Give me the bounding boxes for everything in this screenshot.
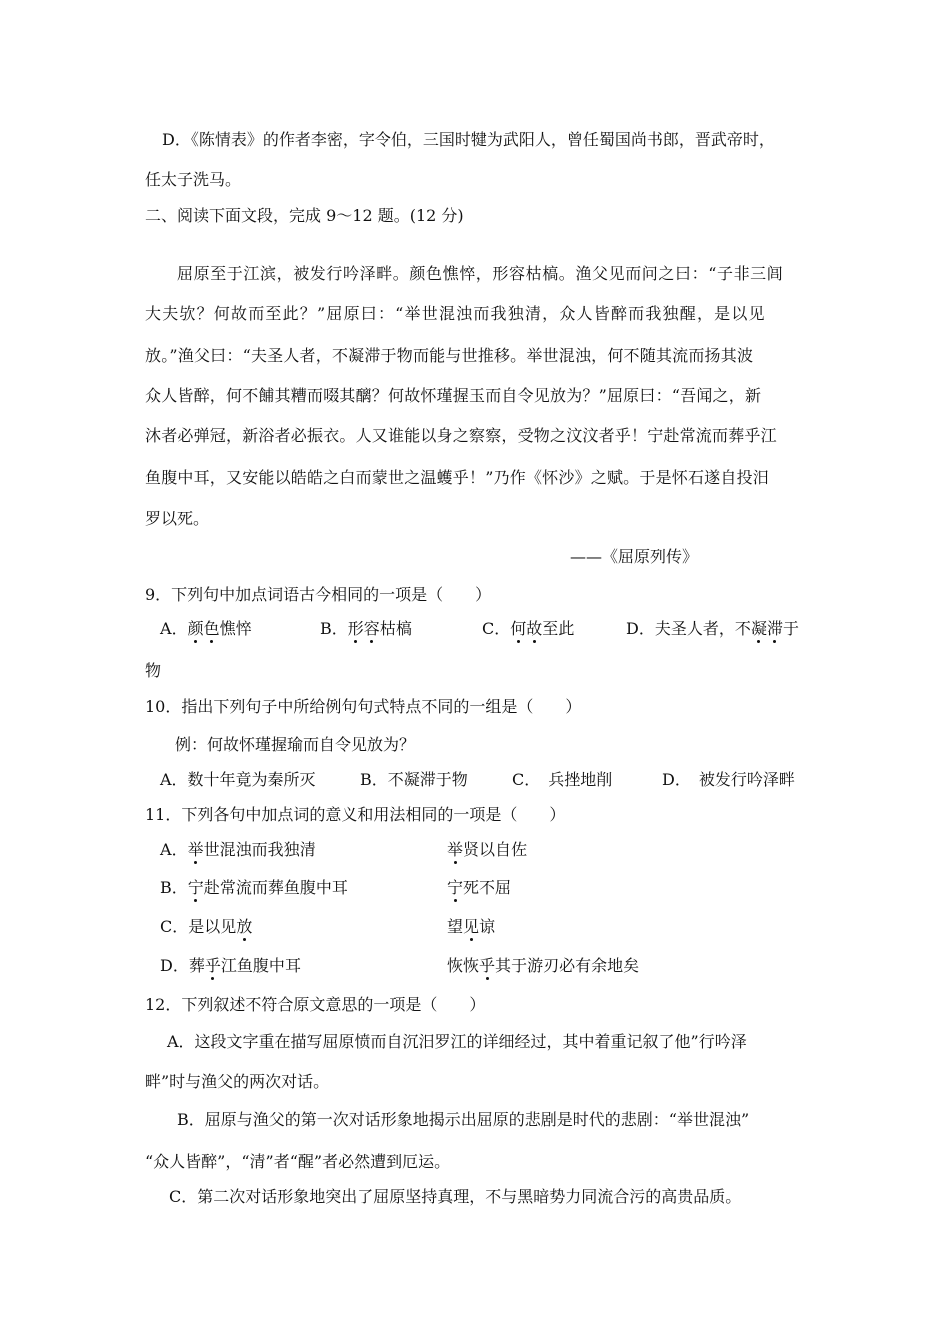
q11-option-a-left: A．举世混浊而我独清 bbox=[160, 840, 316, 859]
q11-option-d-right: 恢恢乎其于游刃必有余地矣 bbox=[447, 956, 640, 975]
q11-option-a-right: 举贤以自佐 bbox=[447, 840, 528, 859]
q10-stem: 10．指出下列句子中所给例句句式特点不同的一组是（ ） bbox=[145, 697, 582, 716]
q9-option-d: D．夫圣人者，不凝滞于 bbox=[626, 619, 799, 638]
passage-line: 罗以死。 bbox=[145, 509, 210, 528]
q11-option-b-right: 宁死不屈 bbox=[447, 878, 512, 897]
q10-option-c: C． 兵挫地削 bbox=[512, 770, 613, 789]
passage-source: ——《屈原列传》 bbox=[570, 547, 699, 566]
q9-option-c: C．何故至此 bbox=[482, 619, 575, 638]
q12-option-b-line1: B．屈原与渔父的第一次对话形象地揭示出屈原的悲剧是时代的悲剧：“举世混浊” bbox=[177, 1110, 750, 1129]
q11-option-c-left: C．是以见放 bbox=[160, 917, 253, 936]
q10-option-a: A．数十年竟为秦所灭 bbox=[160, 770, 316, 789]
q12-option-a-line2: 畔”时与渔父的两次对话。 bbox=[145, 1072, 330, 1091]
option-d-line1: D．《陈情表》的作者李密，字令伯，三国时犍为武阳人，曾任蜀国尚书郎，晋武帝时， bbox=[162, 130, 775, 149]
passage-line: 屈原至于江滨，被发行吟泽畔。颜色憔悴，形容枯槁。渔父见而问之曰：“子非三闾 bbox=[177, 264, 784, 283]
option-d-line2: 任太子洗马。 bbox=[145, 170, 242, 189]
passage-line: 放。”渔父曰：“夫圣人者，不凝滞于物而能与世推移。举世混浊，何不随其流而扬其波 bbox=[145, 346, 754, 365]
passage-line: 沐者必弹冠，新浴者必振衣。人又谁能以身之察察，受物之汶汶者乎！宁赴常流而葬乎江 bbox=[145, 426, 777, 445]
q12-option-b-line2: “众人皆醉”，“清”者“醒”者必然遭到厄运。 bbox=[145, 1152, 451, 1171]
passage-line: 鱼腹中耳，又安能以皓皓之白而蒙世之温蠖乎！”乃作《怀沙》之赋。于是怀石遂自投汨 bbox=[145, 468, 769, 487]
q12-option-a-line1: A．这段文字重在描写屈原愤而自沉汨罗江的详细经过，其中着重记叙了他”行吟泽 bbox=[167, 1032, 747, 1051]
q9-option-a: A．颜色憔悴 bbox=[160, 619, 252, 638]
section-heading: 二、阅读下面文段，完成 9～12 题。(12 分) bbox=[145, 206, 464, 225]
q10-option-b: B．不凝滞于物 bbox=[360, 770, 468, 789]
q11-option-c-right: 望见谅 bbox=[447, 917, 496, 936]
q11-stem: 11．下列各句中加点词的意义和用法相同的一项是（ ） bbox=[145, 805, 566, 824]
q11-option-b-left: B．宁赴常流而葬鱼腹中耳 bbox=[160, 878, 348, 897]
passage-line: 大夫欤？何故而至此？”屈原曰：“举世混浊而我独清，众人皆醉而我独醒，是以见 bbox=[145, 304, 766, 323]
q9-stem: 9．下列句中加点词语古今相同的一项是（ ） bbox=[145, 585, 492, 604]
passage-line: 众人皆醉，何不餔其糟而啜其醨？何故怀瑾握玉而自令见放为？”屈原曰：“吾闻之，新 bbox=[145, 386, 762, 405]
q11-option-d-left: D．葬乎江鱼腹中耳 bbox=[160, 956, 301, 975]
q9-option-b: B．形容枯槁 bbox=[320, 619, 412, 638]
q12-stem: 12．下列叙述不符合原文意思的一项是（ ） bbox=[145, 995, 486, 1014]
q12-option-c-line1: C．第二次对话形象地突出了屈原坚持真理，不与黑暗势力同流合污的高贵品质。 bbox=[169, 1187, 742, 1206]
q9-option-d-cont: 物 bbox=[145, 661, 162, 680]
q10-example: 例：何故怀瑾握瑜而自令见放为？ bbox=[175, 735, 416, 754]
q10-option-d: D． 被发行吟泽畔 bbox=[662, 770, 795, 789]
